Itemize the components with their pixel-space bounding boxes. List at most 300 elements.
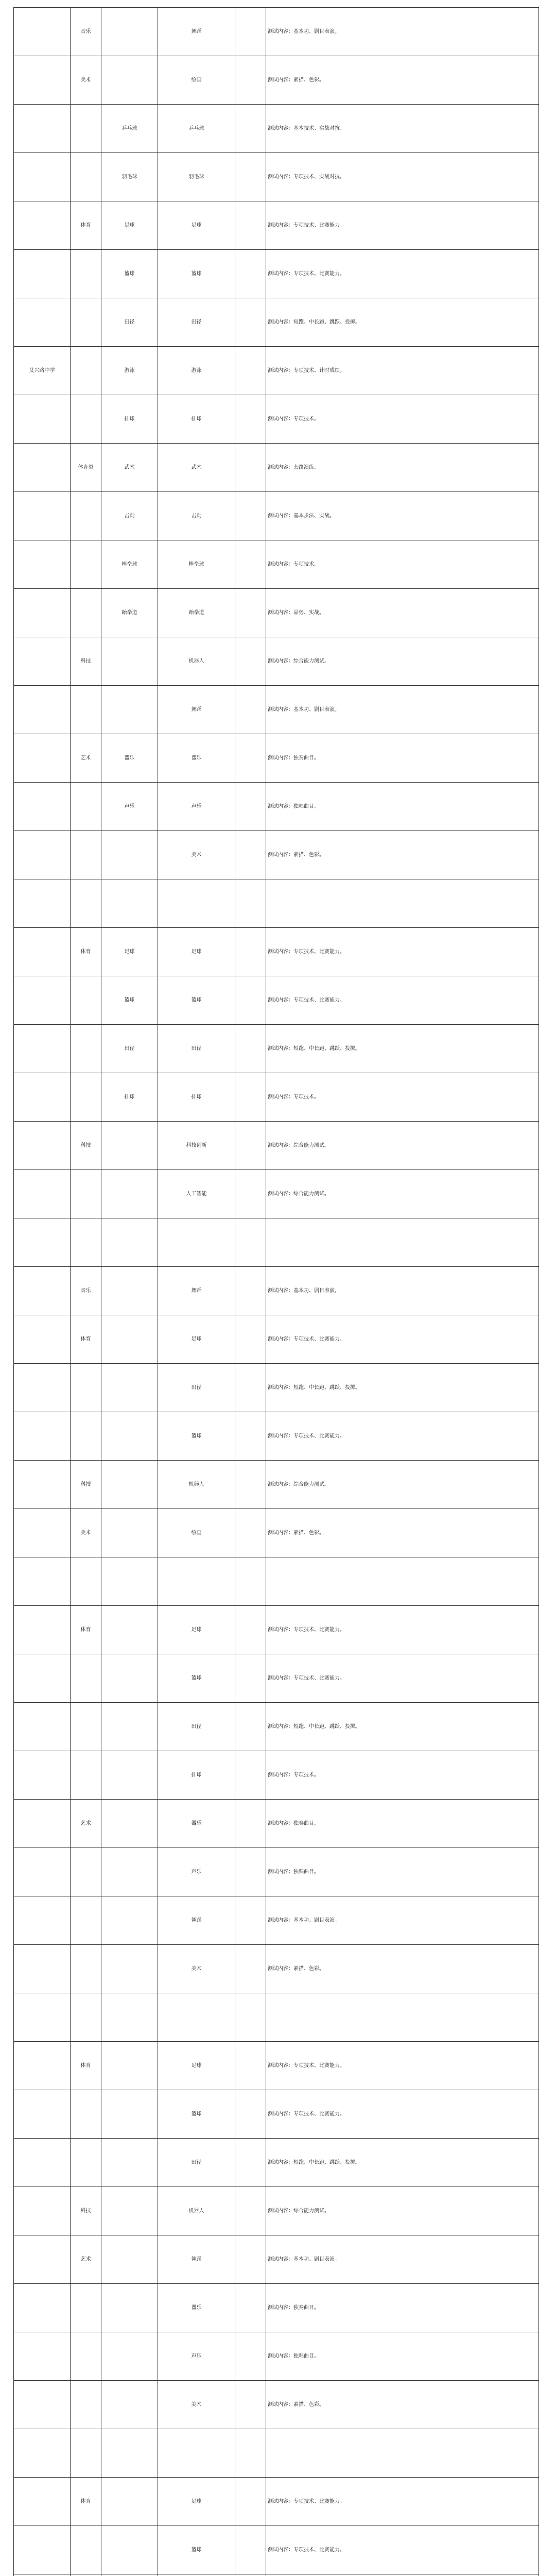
subcategory-cell: 跆拳道 <box>101 589 158 637</box>
subcategory-cell <box>101 2332 158 2381</box>
level-cell <box>235 2187 266 2235</box>
school-cell <box>14 395 71 444</box>
description-cell <box>266 2429 539 2478</box>
subcategory-cell <box>101 2139 158 2187</box>
level-cell <box>235 2574 266 2576</box>
school-cell <box>14 250 71 298</box>
subcategory-cell <box>101 1751 158 1800</box>
item-cell: 人工智能 <box>158 1170 235 1218</box>
subcategory-cell <box>101 879 158 928</box>
table-row <box>14 298 539 347</box>
table-row <box>14 347 539 395</box>
item-cell: 机器人 <box>158 2187 235 2235</box>
item-cell: 美术 <box>158 831 235 879</box>
item-cell: 舞蹈 <box>158 1896 235 1945</box>
subcategory-cell <box>101 2235 158 2284</box>
school-cell <box>14 2381 71 2429</box>
item-cell: 器乐 <box>158 1800 235 1848</box>
description-cell: 测试内容：独唱曲目。 <box>266 783 539 831</box>
item-cell: 游泳 <box>158 347 235 395</box>
table-row <box>14 1557 539 1606</box>
level-cell <box>235 2139 266 2187</box>
level-cell <box>235 105 266 153</box>
school-cell <box>14 686 71 734</box>
subcategory-cell <box>101 1993 158 2042</box>
school-cell <box>14 1170 71 1218</box>
description-cell: 测试内容：专项技术、比赛能力。 <box>266 2478 539 2526</box>
table-row <box>14 2429 539 2478</box>
subcategory-cell: 乒乓球 <box>101 105 158 153</box>
category-cell: 科技 <box>71 2187 101 2235</box>
subcategory-cell <box>101 1412 158 1461</box>
school-cell <box>14 2332 71 2381</box>
subcategory-cell: 棒垒球 <box>101 540 158 589</box>
description-cell: 测试内容：素描、色彩。 <box>266 1509 539 1557</box>
school-cell <box>14 1896 71 1945</box>
subcategory-cell: 击剑 <box>101 492 158 540</box>
category-cell: 体育 <box>71 201 101 250</box>
level-cell <box>235 2042 266 2090</box>
category-cell <box>71 250 101 298</box>
description-cell: 测试内容：短跑、中长跑、跳跃、投掷。 <box>266 1703 539 1751</box>
category-cell: 艺术 <box>71 734 101 783</box>
table-row <box>14 1896 539 1945</box>
school-cell <box>14 1315 71 1364</box>
table-row <box>14 1703 539 1751</box>
category-cell <box>71 153 101 201</box>
level-cell <box>235 1170 266 1218</box>
table-row <box>14 2478 539 2526</box>
description-cell: 测试内容：套路演练。 <box>266 444 539 492</box>
category-cell <box>71 1557 101 1606</box>
description-cell: 测试内容：独奏曲目。 <box>266 1800 539 1848</box>
category-cell <box>71 1945 101 1993</box>
school-cell <box>14 1218 71 1267</box>
school-cell <box>14 637 71 686</box>
level-cell <box>235 831 266 879</box>
school-cell <box>14 1848 71 1896</box>
description-cell: 测试内容：独唱曲目。 <box>266 2332 539 2381</box>
table-row <box>14 686 539 734</box>
table-row <box>14 2139 539 2187</box>
category-cell <box>71 2429 101 2478</box>
subcategory-cell: 器乐 <box>101 734 158 783</box>
item-cell: 田径 <box>158 1025 235 1073</box>
level-cell <box>235 2332 266 2381</box>
description-cell <box>266 2574 539 2576</box>
table-row <box>14 1751 539 1800</box>
level-cell <box>235 8 266 56</box>
category-cell <box>71 2090 101 2139</box>
subcategory-cell <box>101 2429 158 2478</box>
category-cell <box>71 395 101 444</box>
item-cell: 科技创新 <box>158 1122 235 1170</box>
category-cell: 艺术 <box>71 2235 101 2284</box>
table-row <box>14 8 539 56</box>
category-cell <box>71 1993 101 2042</box>
level-cell <box>235 298 266 347</box>
category-cell <box>71 1170 101 1218</box>
level-cell <box>235 201 266 250</box>
level-cell <box>235 153 266 201</box>
table-row <box>14 589 539 637</box>
item-cell: 田径 <box>158 298 235 347</box>
item-cell: 绘画 <box>158 1509 235 1557</box>
description-cell: 测试内容：专项技术。 <box>266 1073 539 1122</box>
level-cell <box>235 540 266 589</box>
level-cell <box>235 1800 266 1848</box>
item-cell: 跆拳道 <box>158 589 235 637</box>
level-cell <box>235 347 266 395</box>
subcategory-cell <box>101 2284 158 2332</box>
description-cell <box>266 1557 539 1606</box>
table-row <box>14 928 539 976</box>
level-cell <box>235 1703 266 1751</box>
category-cell <box>71 879 101 928</box>
category-cell: 科技 <box>71 1122 101 1170</box>
school-cell <box>14 1509 71 1557</box>
table-row <box>14 1218 539 1267</box>
subcategory-cell <box>101 637 158 686</box>
item-cell: 舞蹈 <box>158 1267 235 1315</box>
category-cell: 体育 <box>71 1606 101 1654</box>
item-cell: 舞蹈 <box>158 8 235 56</box>
item-cell: 声乐 <box>158 1848 235 1896</box>
category-cell: 科技 <box>71 637 101 686</box>
subcategory-cell <box>101 1461 158 1509</box>
item-cell: 足球 <box>158 201 235 250</box>
level-cell <box>235 395 266 444</box>
school-cell <box>14 1606 71 1654</box>
subcategory-cell <box>101 1557 158 1606</box>
school-cell <box>14 2574 71 2576</box>
subcategory-cell <box>101 1945 158 1993</box>
table-row <box>14 395 539 444</box>
school-cell <box>14 1412 71 1461</box>
school-cell <box>14 1945 71 1993</box>
school-cell <box>14 105 71 153</box>
description-cell <box>266 1993 539 2042</box>
table-row <box>14 444 539 492</box>
item-cell: 舞蹈 <box>158 2235 235 2284</box>
table-row <box>14 1315 539 1364</box>
category-cell: 美术 <box>71 1509 101 1557</box>
level-cell <box>235 444 266 492</box>
school-cell <box>14 589 71 637</box>
description-cell: 测试内容：短跑、中长跑、跳跃、投掷。 <box>266 298 539 347</box>
category-cell: 体育 <box>71 2042 101 2090</box>
category-cell <box>71 2139 101 2187</box>
subcategory-cell: 游泳 <box>101 347 158 395</box>
subcategory-cell <box>101 686 158 734</box>
subcategory-cell <box>101 1654 158 1703</box>
subcategory-cell <box>101 1703 158 1751</box>
level-cell <box>235 1073 266 1122</box>
table-row <box>14 2526 539 2574</box>
category-cell <box>71 1654 101 1703</box>
item-cell <box>158 1557 235 1606</box>
category-cell <box>71 1703 101 1751</box>
enrollment-table <box>13 7 539 2576</box>
description-cell: 测试内容：品势、实战。 <box>266 589 539 637</box>
category-cell: 体育 <box>71 2478 101 2526</box>
subcategory-cell: 田径 <box>101 1025 158 1073</box>
category-cell <box>71 686 101 734</box>
table-row <box>14 105 539 153</box>
table-row <box>14 56 539 105</box>
subcategory-cell: 声乐 <box>101 783 158 831</box>
item-cell: 排球 <box>158 1073 235 1122</box>
level-cell <box>235 250 266 298</box>
category-cell <box>71 1896 101 1945</box>
school-cell <box>14 1122 71 1170</box>
school-cell <box>14 492 71 540</box>
subcategory-cell <box>101 2381 158 2429</box>
description-cell: 测试内容：专项技术、计时成绩。 <box>266 347 539 395</box>
description-cell: 测试内容：基本步法、实战。 <box>266 492 539 540</box>
school-cell <box>14 1654 71 1703</box>
subcategory-cell: 篮球 <box>101 976 158 1025</box>
table-row <box>14 1461 539 1509</box>
level-cell <box>235 1122 266 1170</box>
description-cell: 测试内容：短跑、中长跑、跳跃、投掷。 <box>266 1364 539 1412</box>
description-cell: 测试内容：专项技术、比赛能力。 <box>266 976 539 1025</box>
subcategory-cell <box>101 831 158 879</box>
level-cell <box>235 1557 266 1606</box>
category-cell <box>71 2284 101 2332</box>
table-row <box>14 1025 539 1073</box>
level-cell <box>235 2526 266 2574</box>
school-cell <box>14 540 71 589</box>
item-cell: 声乐 <box>158 783 235 831</box>
subcategory-cell <box>101 1122 158 1170</box>
level-cell <box>235 1218 266 1267</box>
item-cell: 武术 <box>158 444 235 492</box>
description-cell: 测试内容：专项技术。 <box>266 1751 539 1800</box>
item-cell: 乒乓球 <box>158 105 235 153</box>
table-row <box>14 1412 539 1461</box>
category-cell: 体育 <box>71 928 101 976</box>
item-cell: 机器人 <box>158 637 235 686</box>
subcategory-cell: 足球 <box>101 928 158 976</box>
subcategory-cell: 田径 <box>101 298 158 347</box>
description-cell: 测试内容：专项技术、比赛能力。 <box>266 1412 539 1461</box>
item-cell: 声乐 <box>158 2332 235 2381</box>
subcategory-cell <box>101 1170 158 1218</box>
level-cell <box>235 1993 266 2042</box>
school-cell <box>14 1557 71 1606</box>
category-cell: 艺术 <box>71 1800 101 1848</box>
category-cell <box>71 540 101 589</box>
description-cell: 测试内容：基本功、剧目表演。 <box>266 8 539 56</box>
item-cell: 田径 <box>158 1703 235 1751</box>
level-cell <box>235 2090 266 2139</box>
category-cell <box>71 1751 101 1800</box>
level-cell <box>235 1654 266 1703</box>
level-cell <box>235 1606 266 1654</box>
table-row <box>14 2187 539 2235</box>
subcategory-cell <box>101 2526 158 2574</box>
subcategory-cell <box>101 1218 158 1267</box>
school-cell <box>14 928 71 976</box>
description-cell: 测试内容：独奏曲目。 <box>266 2284 539 2332</box>
level-cell <box>235 783 266 831</box>
item-cell: 足球 <box>158 1315 235 1364</box>
item-cell: 篮球 <box>158 250 235 298</box>
school-cell <box>14 2139 71 2187</box>
table-row <box>14 1606 539 1654</box>
subcategory-cell: 羽毛球 <box>101 153 158 201</box>
description-cell: 测试内容：素描、色彩。 <box>266 1945 539 1993</box>
school-cell <box>14 298 71 347</box>
category-cell <box>71 1218 101 1267</box>
description-cell: 测试内容：专项技术、比赛能力。 <box>266 250 539 298</box>
description-cell: 测试内容：专项技术、实战对抗。 <box>266 153 539 201</box>
category-cell <box>71 1025 101 1073</box>
table-row <box>14 734 539 783</box>
subcategory-cell <box>101 1606 158 1654</box>
level-cell <box>235 1509 266 1557</box>
description-cell <box>266 879 539 928</box>
category-cell: 美术 <box>71 56 101 105</box>
level-cell <box>235 56 266 105</box>
item-cell <box>158 879 235 928</box>
subcategory-cell: 排球 <box>101 395 158 444</box>
description-cell: 测试内容：素描、色彩。 <box>266 831 539 879</box>
description-cell: 测试内容：短跑、中长跑、跳跃、投掷。 <box>266 2139 539 2187</box>
category-cell: 体育类 <box>71 444 101 492</box>
school-cell <box>14 2090 71 2139</box>
level-cell <box>235 1315 266 1364</box>
level-cell <box>235 2478 266 2526</box>
item-cell: 足球 <box>158 2478 235 2526</box>
item-cell <box>158 2574 235 2576</box>
item-cell: 绘画 <box>158 56 235 105</box>
item-cell: 舞蹈 <box>158 686 235 734</box>
table-row <box>14 976 539 1025</box>
category-cell: 科技 <box>71 1461 101 1509</box>
table-row <box>14 1654 539 1703</box>
description-cell: 测试内容：专项技术、比赛能力。 <box>266 1654 539 1703</box>
item-cell: 排球 <box>158 1751 235 1800</box>
item-cell: 田径 <box>158 2139 235 2187</box>
school-cell <box>14 1267 71 1315</box>
item-cell: 击剑 <box>158 492 235 540</box>
item-cell: 机器人 <box>158 1461 235 1509</box>
table-row <box>14 492 539 540</box>
table-row <box>14 1848 539 1896</box>
category-cell <box>71 783 101 831</box>
school-cell <box>14 2429 71 2478</box>
subcategory-cell <box>101 8 158 56</box>
school-cell <box>14 201 71 250</box>
category-cell <box>71 2381 101 2429</box>
level-cell <box>235 1896 266 1945</box>
category-cell <box>71 347 101 395</box>
school-cell: 艾兴路中学 <box>14 347 71 395</box>
school-cell <box>14 2187 71 2235</box>
subcategory-cell <box>101 2090 158 2139</box>
school-cell <box>14 1025 71 1073</box>
description-cell: 测试内容：专项技术、比赛能力。 <box>266 2090 539 2139</box>
level-cell <box>235 1945 266 1993</box>
level-cell <box>235 1267 266 1315</box>
subcategory-cell <box>101 1267 158 1315</box>
level-cell <box>235 1412 266 1461</box>
item-cell: 篮球 <box>158 1412 235 1461</box>
category-cell <box>71 105 101 153</box>
item-cell: 器乐 <box>158 734 235 783</box>
category-cell <box>71 976 101 1025</box>
description-cell: 测试内容：短跑、中长跑、跳跃、投掷。 <box>266 1025 539 1073</box>
category-cell <box>71 2332 101 2381</box>
description-cell: 测试内容：基本功、剧目表演。 <box>266 2235 539 2284</box>
table-row <box>14 1800 539 1848</box>
school-cell <box>14 2042 71 2090</box>
level-cell <box>235 1751 266 1800</box>
subcategory-cell <box>101 1509 158 1557</box>
table-row <box>14 540 539 589</box>
table-row <box>14 1945 539 1993</box>
category-cell: 音乐 <box>71 1267 101 1315</box>
table-row <box>14 1170 539 1218</box>
table-row <box>14 2332 539 2381</box>
school-cell <box>14 56 71 105</box>
item-cell: 篮球 <box>158 2526 235 2574</box>
description-cell: 测试内容：专项技术、比赛能力。 <box>266 928 539 976</box>
category-cell: 音乐 <box>71 8 101 56</box>
category-cell <box>71 1412 101 1461</box>
item-cell <box>158 2429 235 2478</box>
description-cell: 测试内容：专项技术。 <box>266 540 539 589</box>
level-cell <box>235 1461 266 1509</box>
table-row <box>14 1993 539 2042</box>
subcategory-cell <box>101 1315 158 1364</box>
level-cell <box>235 734 266 783</box>
subcategory-cell <box>101 2187 158 2235</box>
table-row <box>14 2574 539 2576</box>
description-cell: 测试内容：素描、色彩。 <box>266 56 539 105</box>
table-row <box>14 2381 539 2429</box>
school-cell <box>14 8 71 56</box>
level-cell <box>235 2429 266 2478</box>
table-row <box>14 1267 539 1315</box>
description-cell: 测试内容：专项技术、比赛能力。 <box>266 201 539 250</box>
level-cell <box>235 2235 266 2284</box>
subcategory-cell <box>101 1848 158 1896</box>
school-cell <box>14 1073 71 1122</box>
description-cell: 测试内容：专项技术、比赛能力。 <box>266 1606 539 1654</box>
description-cell: 测试内容：独唱曲目。 <box>266 1848 539 1896</box>
school-cell <box>14 444 71 492</box>
school-cell <box>14 153 71 201</box>
category-cell <box>71 1073 101 1122</box>
item-cell: 篮球 <box>158 976 235 1025</box>
description-cell: 测试内容：基本功、剧目表演。 <box>266 1896 539 1945</box>
level-cell <box>235 637 266 686</box>
item-cell: 篮球 <box>158 2090 235 2139</box>
level-cell <box>235 686 266 734</box>
table-row <box>14 2042 539 2090</box>
table-row <box>14 1122 539 1170</box>
description-cell: 测试内容：综合能力测试。 <box>266 2187 539 2235</box>
category-cell <box>71 831 101 879</box>
description-cell: 测试内容：综合能力测试。 <box>266 1461 539 1509</box>
description-cell: 测试内容：综合能力测试。 <box>266 1122 539 1170</box>
level-cell <box>235 2381 266 2429</box>
table-row <box>14 1364 539 1412</box>
school-cell <box>14 879 71 928</box>
